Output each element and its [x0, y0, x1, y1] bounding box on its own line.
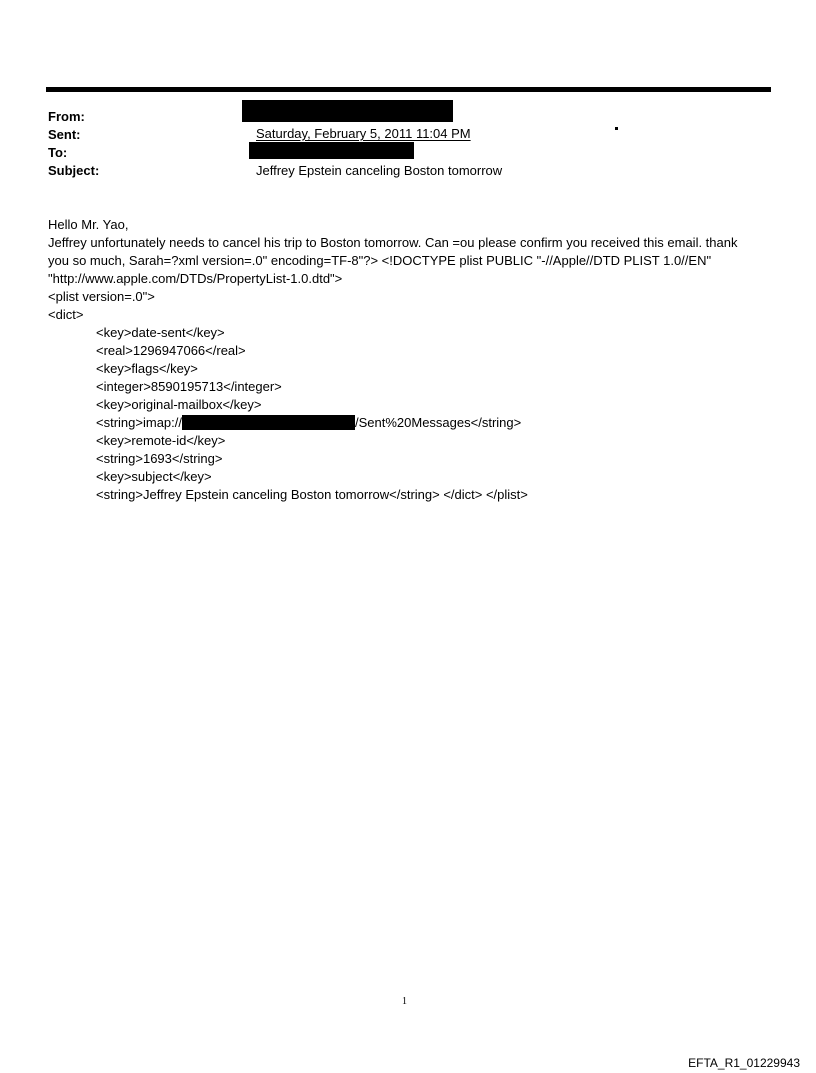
imap-prefix: <string>imap://: [96, 415, 182, 430]
body-line: <plist version=.0">: [48, 289, 155, 304]
sent-value: Saturday, February 5, 2011 11:04 PM: [256, 126, 471, 141]
dict-line: <string>1693</string>: [96, 451, 223, 466]
dict-line: <real>1296947066</real>: [96, 343, 246, 358]
dict-line: <key>original-mailbox</key>: [96, 397, 262, 412]
body-greeting: Hello Mr. Yao,: [48, 217, 129, 232]
to-redaction: [249, 142, 414, 159]
subject-label: Subject:: [48, 163, 100, 178]
header-rule: [46, 87, 771, 92]
page-number: 1: [402, 996, 407, 1007]
sent-label: Sent:: [48, 127, 81, 142]
imap-line: [96, 414, 816, 432]
dict-line: <key>subject</key>: [96, 469, 212, 484]
dict-line: <string>Jeffrey Epstein canceling Boston tomorrow</string> </dict> </plist>: [96, 487, 528, 502]
imap-suffix: /Sent%20Messages</string>: [355, 415, 522, 430]
imap-redaction: [182, 415, 355, 430]
from-redaction: [242, 100, 453, 122]
dict-line: <key>date-sent</key>: [96, 325, 225, 340]
body-line: Jeffrey unfortunately needs to cancel his trip to Boston tomorrow. Can =ou please confirm you received this email. thank: [48, 235, 738, 250]
body-line: "http://www.apple.com/DTDs/PropertyList-1.0.dtd">: [48, 271, 343, 286]
document-id: EFTA_R1_01229943: [688, 1056, 800, 1070]
subject-value: Jeffrey Epstein canceling Boston tomorrow: [256, 163, 503, 178]
body-line: you so much, Sarah=?xml version=.0" encoding=TF-8"?> <!DOCTYPE plist PUBLIC "-//Apple//DTD PLIST 1.0//EN": [48, 253, 712, 268]
stray-mark: [615, 127, 618, 130]
dict-line: <key>flags</key>: [96, 361, 198, 376]
from-label: From:: [48, 109, 85, 124]
to-label: To:: [48, 145, 68, 160]
dict-line: <integer>8590195713</integer>: [96, 379, 282, 394]
dict-line: <key>remote-id</key>: [96, 433, 226, 448]
body-line: <dict>: [48, 307, 84, 322]
